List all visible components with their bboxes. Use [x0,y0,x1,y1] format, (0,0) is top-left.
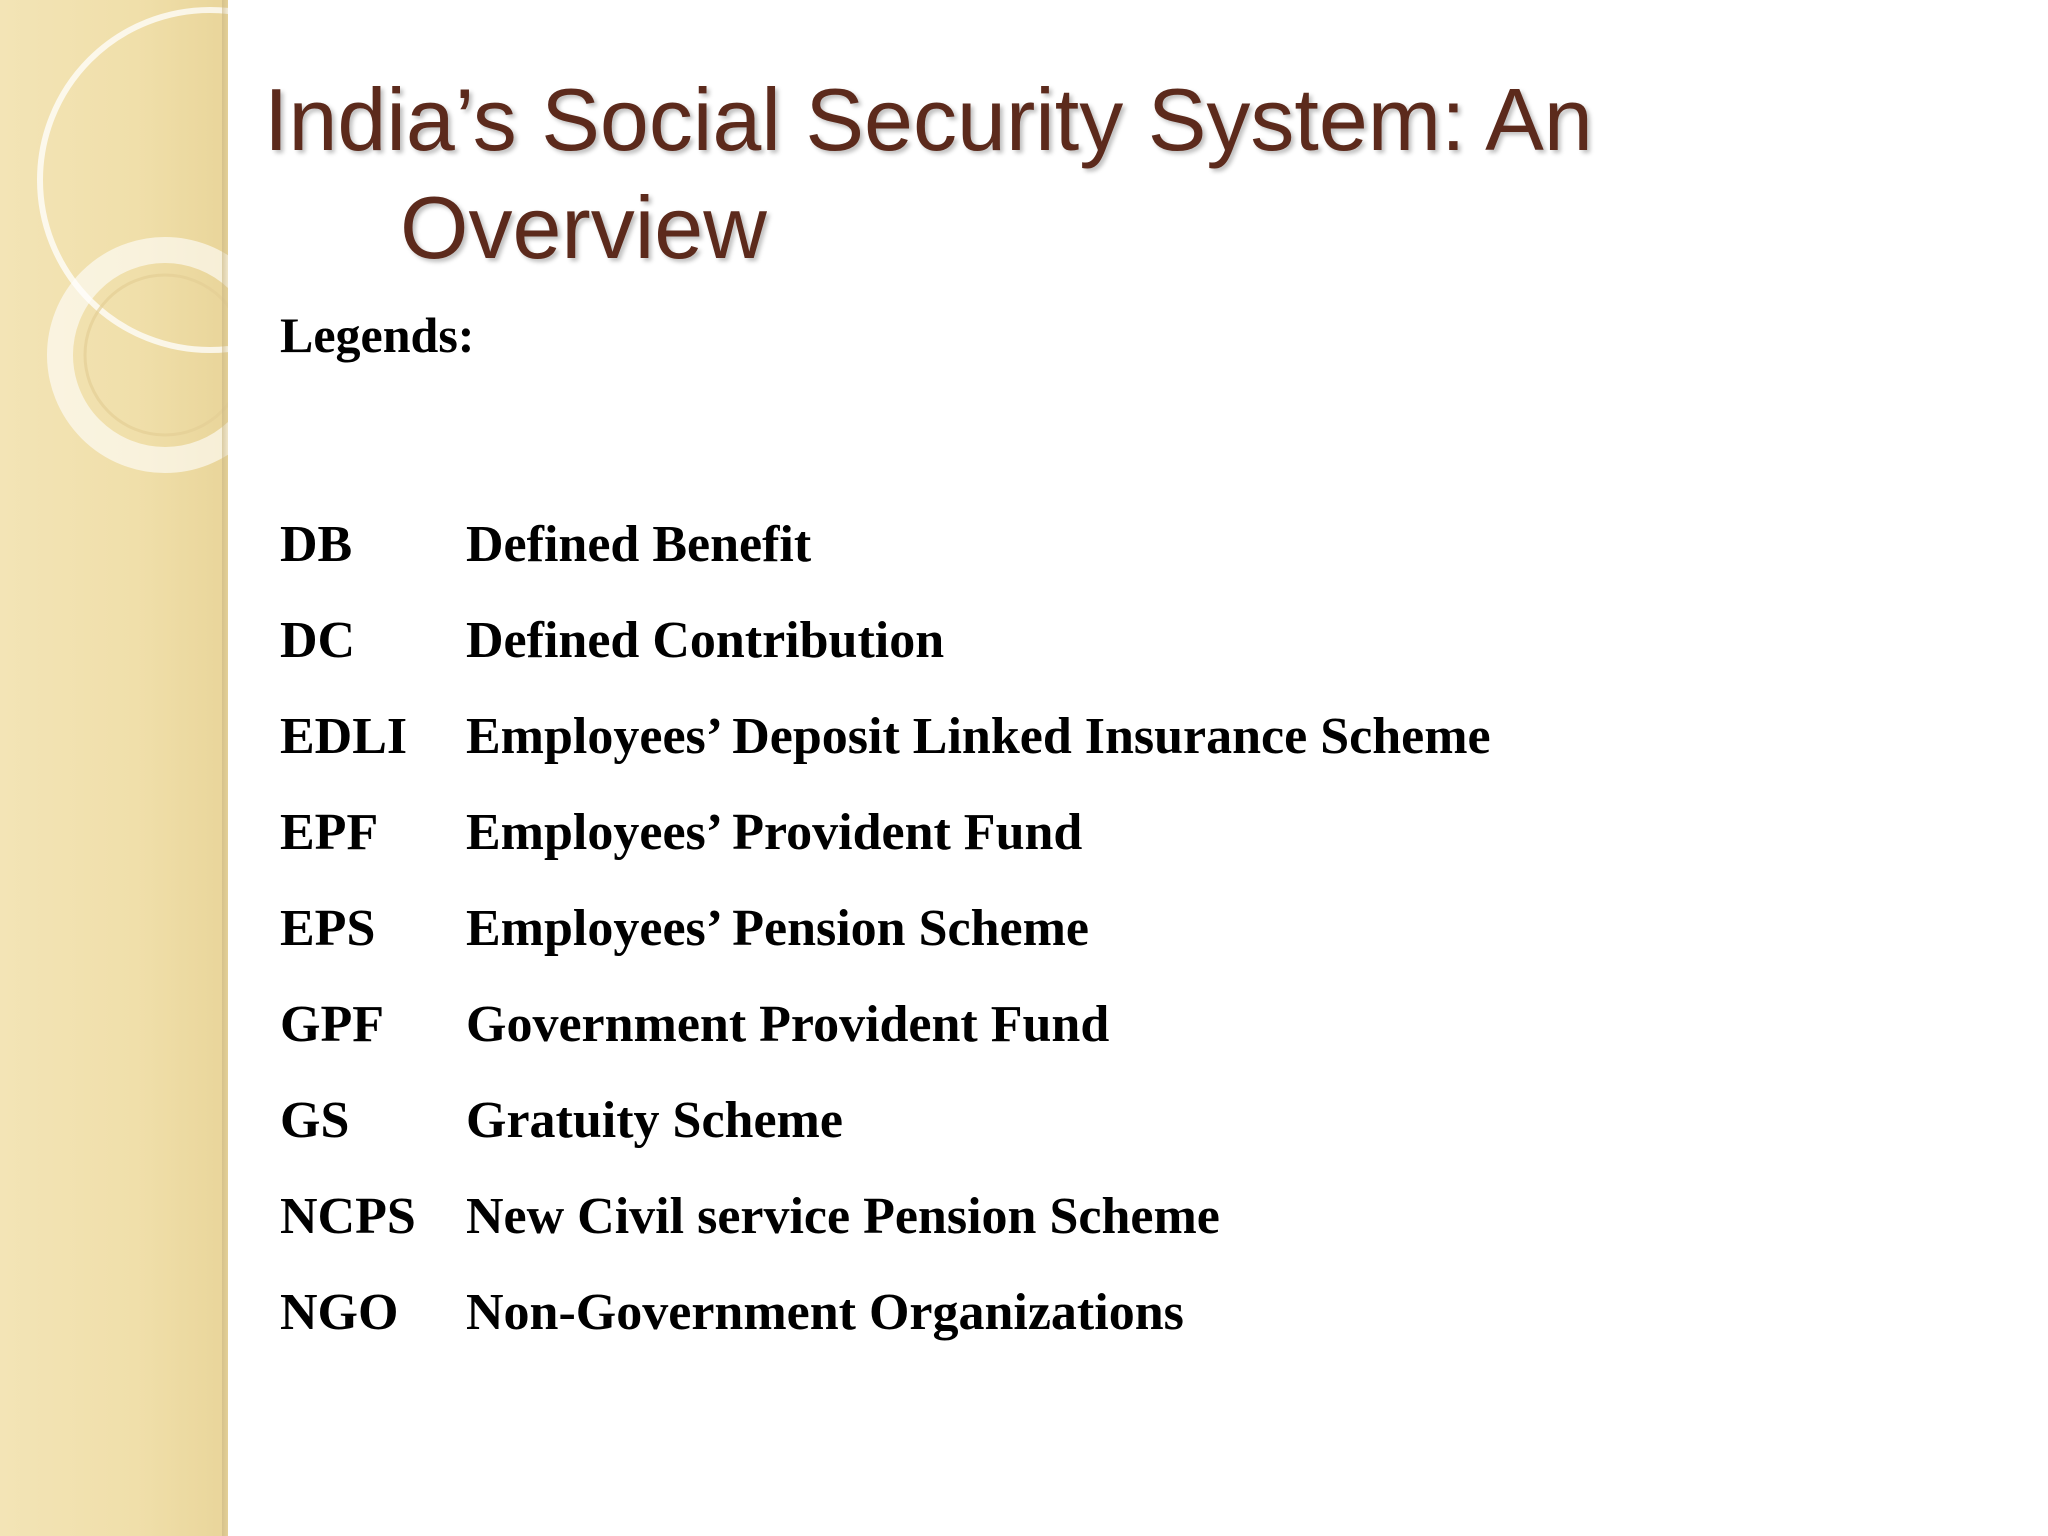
legend-row-ngo [280,1264,1491,1360]
legend-abbreviation: DB [280,515,353,573]
legend-definition: New Civil service Pension Scheme [466,1187,1220,1245]
legend-definition: Employees’ Pension Scheme [466,899,1089,957]
legend-abbreviation: GPF [280,995,384,1053]
legend-abbreviation: EPF [280,803,379,861]
legend-row-epf [280,784,1491,880]
legend-abbreviation: DC [280,611,356,669]
legend-row-dc [280,592,1491,688]
legend-definition: Defined Contribution [466,611,945,669]
slide-title [264,66,1824,282]
slide-title-line-1: India’s Social Security System: An [264,70,1593,169]
legend-list [280,496,1491,1360]
decorative-side-panel [0,0,228,1536]
legend-abbreviation: EDLI [280,707,408,765]
legend-row-db [280,496,1491,592]
legend-row-eps [280,880,1491,976]
legend-definition: Employees’ Provident Fund [466,803,1083,861]
legends-heading: Legends: [280,307,475,363]
legend-abbreviation: NCPS [280,1187,416,1245]
legend-definition: Government Provident Fund [466,995,1110,1053]
legend-row-gpf [280,976,1491,1072]
legend-definition: Defined Benefit [466,515,812,573]
legend-definition: Non-Government Organizations [466,1283,1184,1341]
decorative-rings-icon [0,0,228,1536]
legend-abbreviation: EPS [280,899,376,957]
legend-abbreviation: GS [280,1091,350,1149]
slide-title-line-2: Overview [400,178,767,277]
side-panel-edge [222,0,228,1536]
legend-row-gs [280,1072,1491,1168]
legend-row-ncps [280,1168,1491,1264]
legend-definition: Gratuity Scheme [466,1091,843,1149]
legend-row-edli [280,688,1491,784]
legend-definition: Employees’ Deposit Linked Insurance Scheme [466,707,1491,765]
legend-abbreviation: NGO [280,1283,399,1341]
